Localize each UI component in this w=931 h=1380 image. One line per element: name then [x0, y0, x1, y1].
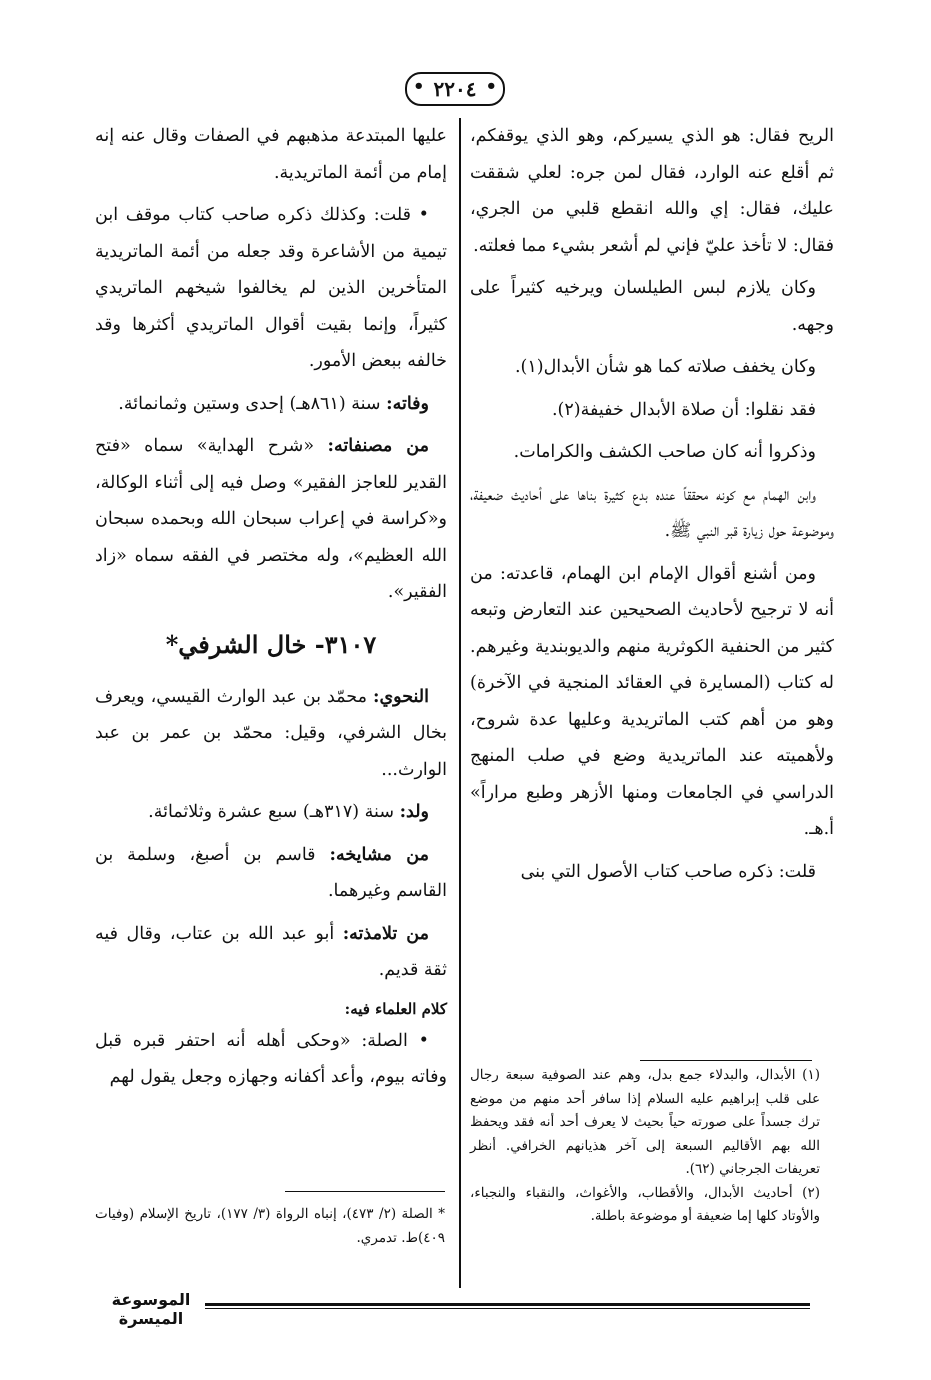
footnote: (٢) أحاديث الأبدال، والأقطاب، والأغواث، والنقباء والنجباء، والأوتاد كلها إما ضعيفة أو موضوعة باطلة. — [470, 1184, 820, 1224]
entry-title: ٣١٠٧- خال الشرفي* — [165, 629, 377, 659]
field-value: أبو عبد الله بن عتاب، وقال فيه ثقة قديم. — [95, 923, 447, 980]
left-column — [95, 118, 447, 1102]
paragraph: وكان يلازم لبس الطيلسان ويرخيه كثيراً على وجهه. — [470, 278, 834, 335]
footer-rule — [205, 1303, 810, 1306]
paragraph: ومن أشنع أقوال الإمام ابن الهمام، قاعدته: من أنه لا ترجيح لأحاديث الصحيحين عند التعارض وتبعه كثير من الحنفية الكوثرية منهم والديوبندية وغيرهم. له كتاب (المسايرة في العقائد المنجية في الآخرة) وهو من أهم كتب الماتريدية وعليها عدة شروح، ولأهميته عند الماتريدية وضع في صلب المنهج الدراسي في الجامعات ومنها الأزهر وطبع مراراً» أ.هـ. — [470, 563, 834, 839]
paragraph — [95, 837, 447, 910]
field-label: ولد: — [399, 802, 429, 822]
right-column — [470, 118, 834, 896]
field-label: من مشايخه: — [329, 844, 429, 865]
field-label: النحوي: — [373, 686, 429, 707]
footnote: (١) الأبدال، والبدلاء جمع بدل، وهم عند الصوفية سبعة رجال على قلب إبراهيم عليه السلام إذا سافر أحد منهم من موضع ترك جسداً على صورته حياً بحيث لا يعرف أحد أنه فقد ويحفظ الله بهم الأقاليم السبعة إلى آخر هذيانهم الخرافي. أنظر تعريفات الجرجاني (٦٢). — [470, 1067, 820, 1177]
paragraph: فقد نقلوا: أن صلاة الأبدال خفيفة(٢). — [551, 399, 816, 420]
field-value: سنة (٨٦١هـ) إحدى وستين وثمانمائة. — [118, 393, 387, 414]
paragraph — [95, 679, 447, 789]
footnote: * الصلة (٢/ ٤٧٣)، إنباه الرواة (٣/ ١٧٧)، تاريخ الإسلام (وفيات ٤٠٩)ط. تدمري. — [95, 1206, 446, 1246]
paragraph: الريح فقال: هو الذي يسيركم، وهو الذي يوقفكم، ثم أقلع عنه الوارد، فقال لمن جره: لعلي شققت عليك، فقال: إي والله انقطع قلبي من الجري، فقال: لا تأخذ عليّ فإني لم أشعر بشيء مما فعلته. — [470, 126, 834, 256]
page-number: • ٢٢٠٤ • — [405, 72, 505, 106]
field-value: سنة (٣١٧هـ) سبع عشرة وثلاثمائة. — [148, 802, 400, 822]
column-divider — [459, 118, 461, 1288]
paragraph — [95, 794, 447, 831]
footnote-rule — [640, 1060, 812, 1061]
footnote-rule — [285, 1191, 445, 1192]
field-value: محمّد بن عبد الوارث القيسي، ويعرف بخال الشرفي، وقيل: محمّد بن عمر بن عبد الوارث... — [95, 686, 447, 780]
paragraph: قلت: ذكره صاحب كتاب الأصول التي بنى — [520, 861, 816, 882]
footer-rule-thin — [205, 1308, 810, 1309]
paragraph — [95, 386, 447, 423]
footnotes-left — [95, 1203, 445, 1250]
field-label: من مصنفاته: — [327, 436, 430, 456]
field-value: «شرح الهداية» سماه «فتح القدير للعاجز الفقير» وصل فيه إلى أثناء الوكالة، و«كراسة في إعراب سبحان الله وبحمده سبحان الله العظيم»، وله مختصر في الفقه سماه «زاد الفقير». — [95, 436, 447, 602]
paragraph — [95, 916, 447, 989]
field-label: من تلامذته: — [342, 923, 429, 944]
field-label: وفاته: — [386, 393, 429, 414]
paragraph: وابن الهمام مع كونه محققاً عنده بدع كثيرة بناها على أحاديث ضعيفة، وموضوعة حول زيارة قبر النبي ﷺ. — [470, 484, 834, 541]
section-heading: كلام العلماء فيه: — [344, 999, 447, 1018]
paragraph: عليها المبتدعة مذهبهم في الصفات وقال عنه إنه إمام من أئمة الماتريدية. — [95, 126, 447, 183]
paragraph: • الصلة: «وحكى أهله أنه احتفر قبره قبل وفاته بيوم، وأعد أكفانه وجهازه وجعل يقول لهم — [95, 1030, 447, 1087]
paragraph: • قلت: وكذلك ذكره صاحب كتاب موقف ابن تيمية من الأشاعرة وقد جعله من أئمة الماتريدية المتأخرين الذين لم يخالفوا شيخهم الماتريدي كثيراً، وإنما بقيت أقوال الماتريدي أكثرها وقد خالفه ببعض الأمور. — [95, 205, 447, 371]
footer-title: الموسوعة الميسرة — [111, 1290, 191, 1328]
paragraph: وكان يخفف صلاته كما هو شأن الأبدال(١). — [514, 357, 816, 377]
paragraph — [95, 428, 447, 611]
field-value: قاسم بن أصبغ، وسلمة بن القاسم وغيرهما. — [95, 844, 447, 901]
paragraph: وذكروا أنه كان صاحب الكشف والكرامات. — [513, 442, 816, 462]
footnotes-right — [470, 1064, 820, 1229]
